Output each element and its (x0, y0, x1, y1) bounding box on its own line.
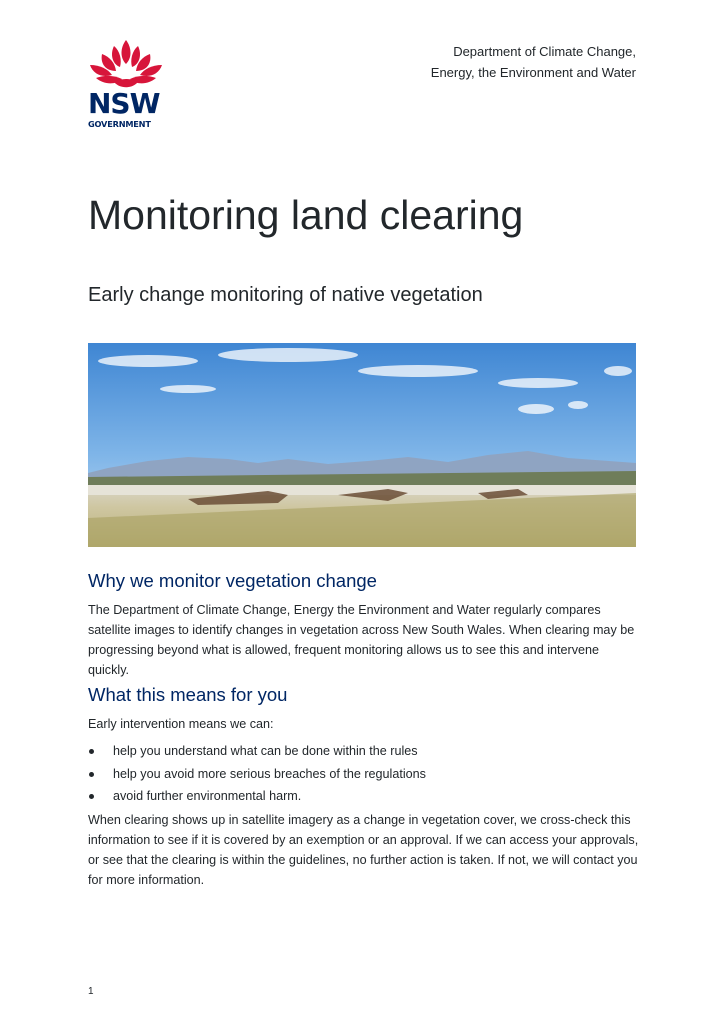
section-heading-why-monitor: Why we monitor vegetation change (88, 570, 377, 591)
section-intro: Early intervention means we can: (88, 717, 274, 731)
list-item (88, 786, 640, 809)
section-heading-what-this-means: What this means for you (88, 684, 288, 705)
page-number: 1 (88, 986, 94, 997)
list-item (88, 764, 640, 787)
bullet-list (88, 741, 640, 809)
list-item-text: avoid further environmental harm. (113, 789, 302, 803)
bullet-icon (89, 794, 94, 799)
bullet-icon (89, 749, 94, 754)
hero-landscape-image (88, 343, 636, 547)
page-title: Monitoring land clearing (88, 192, 524, 238)
logo-wordmark: NSW (88, 87, 160, 120)
logo-subwordmark: GOVERNMENT (88, 119, 151, 129)
list-item (88, 741, 640, 764)
list-item-text: help you understand what can be done within the rules (113, 744, 418, 758)
department-line-1: Department of Climate Change, (453, 44, 636, 59)
section-body-what-this-means: When clearing shows up in satellite imagery as a change in vegetation cover, we cross-check this information to see if it is covered by an exemption or an approval. If we can access your approvals, or see that the clearing is within the guidelines, no further action is taken. If not, we will contact you for more information. (88, 813, 639, 887)
waratah-icon (84, 38, 174, 92)
bullet-icon (89, 772, 94, 777)
list-item-text: help you avoid more serious breaches of the regulations (113, 766, 426, 781)
department-line-2: Energy, the Environment and Water (430, 65, 636, 80)
page-subtitle: Early change monitoring of native vegetation (88, 284, 483, 306)
department-name (431, 41, 636, 83)
section-body-why-monitor: The Department of Climate Change, Energy the Environment and Water regularly compares satellite images to identify changes in vegetation across New South Wales. When clearing may be progressing beyond what is allowed, frequent monitoring allows us to see this and intervene quickly. (88, 603, 635, 677)
